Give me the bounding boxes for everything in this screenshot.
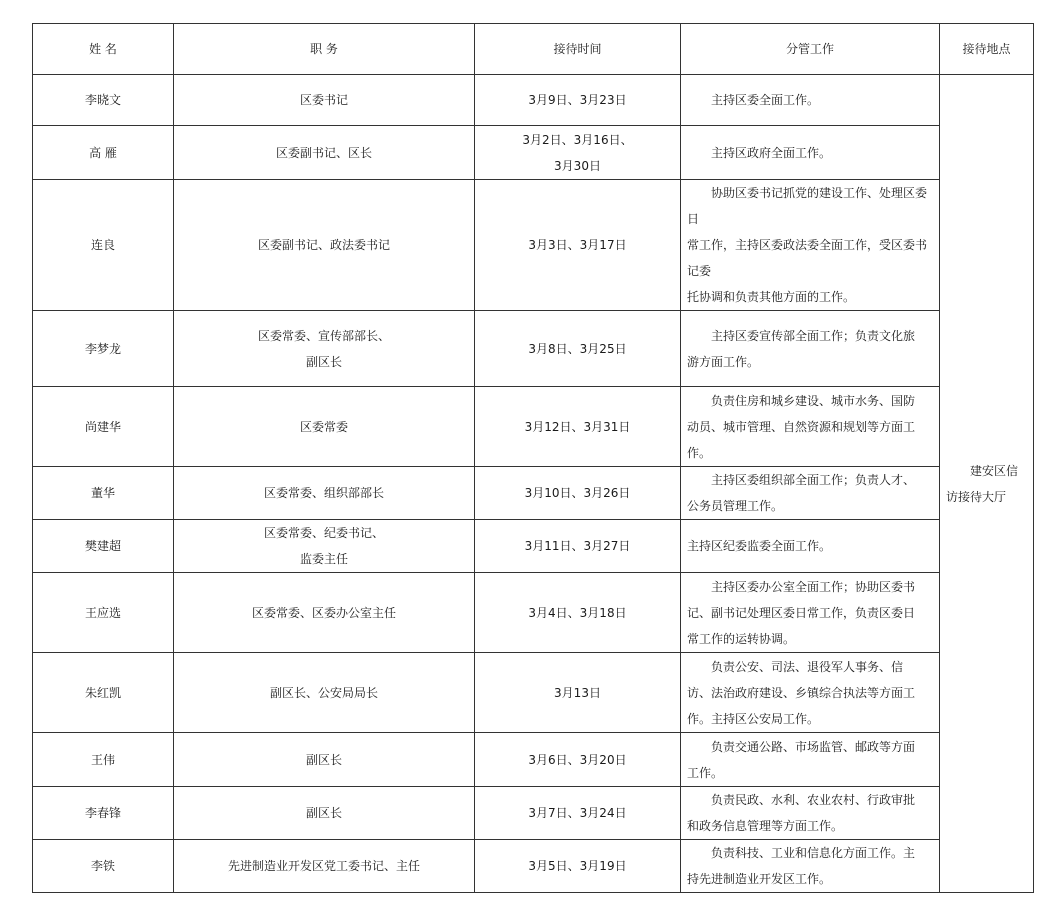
cell-time: 3月12日、3月31日 xyxy=(475,387,681,467)
cell-name: 尚建华 xyxy=(33,387,174,467)
cell-position: 副区长、公安局局长 xyxy=(174,653,475,733)
header-location: 接待地点 xyxy=(940,24,1034,75)
cell-duty: 主持区委办公室全面工作；协助区委书 记、副书记处理区委日常工作，负责区委日 常工作的运转协调。 xyxy=(681,573,940,653)
cell-duty: 主持区纪委监委全面工作。 xyxy=(681,520,940,573)
cell-position: 区委常委 xyxy=(174,387,475,467)
cell-name: 李铁 xyxy=(33,840,174,893)
table-row xyxy=(33,840,1034,893)
table-row xyxy=(33,733,1034,787)
cell-position: 副区长 xyxy=(174,733,475,787)
cell-position: 副区长 xyxy=(174,787,475,840)
cell-time: 3月6日、3月20日 xyxy=(475,733,681,787)
cell-position: 先进制造业开发区党工委书记、主任 xyxy=(174,840,475,893)
cell-duty: 负责公安、司法、退役军人事务、信 访、法治政府建设、乡镇综合执法等方面工 作。主持区公安局工作。 xyxy=(681,653,940,733)
cell-time: 3月3日、3月17日 xyxy=(475,180,681,311)
table-row xyxy=(33,126,1034,180)
table-row xyxy=(33,573,1034,653)
cell-duty: 负责民政、水利、农业农村、行政审批 和政务信息管理等方面工作。 xyxy=(681,787,940,840)
cell-name: 高 雁 xyxy=(33,126,174,180)
cell-position: 区委常委、纪委书记、 监委主任 xyxy=(174,520,475,573)
cell-name: 朱红凯 xyxy=(33,653,174,733)
cell-position: 区委副书记、政法委书记 xyxy=(174,180,475,311)
cell-duty: 主持区委宣传部全面工作；负责文化旅 游方面工作。 xyxy=(681,311,940,387)
cell-time: 3月5日、3月19日 xyxy=(475,840,681,893)
cell-duty: 负责交通公路、市场监管、邮政等方面 工作。 xyxy=(681,733,940,787)
table-row xyxy=(33,787,1034,840)
header-duty: 分管工作 xyxy=(681,24,940,75)
cell-name: 樊建超 xyxy=(33,520,174,573)
header-time: 接待时间 xyxy=(475,24,681,75)
cell-name: 李晓文 xyxy=(33,75,174,126)
cell-name: 王伟 xyxy=(33,733,174,787)
table-row xyxy=(33,467,1034,520)
table-row xyxy=(33,520,1034,573)
table-row xyxy=(33,180,1034,311)
cell-name: 王应选 xyxy=(33,573,174,653)
cell-position: 区委常委、宣传部部长、 副区长 xyxy=(174,311,475,387)
cell-position: 区委常委、区委办公室主任 xyxy=(174,573,475,653)
cell-time: 3月11日、3月27日 xyxy=(475,520,681,573)
cell-location: 建安区信 访接待大厅 xyxy=(940,75,1034,893)
cell-duty: 负责住房和城乡建设、城市水务、国防 动员、城市管理、自然资源和规划等方面工 作。 xyxy=(681,387,940,467)
reception-schedule-table xyxy=(32,23,1034,893)
cell-duty: 协助区委书记抓党的建设工作、处理区委日 常工作，主持区委政法委全面工作，受区委书记委 托协调和负责其他方面的工作。 xyxy=(681,180,940,311)
cell-time: 3月4日、3月18日 xyxy=(475,573,681,653)
table-row xyxy=(33,387,1034,467)
cell-time: 3月9日、3月23日 xyxy=(475,75,681,126)
header-row xyxy=(33,24,1034,75)
cell-position: 区委常委、组织部部长 xyxy=(174,467,475,520)
cell-name: 连良 xyxy=(33,180,174,311)
cell-time: 3月7日、3月24日 xyxy=(475,787,681,840)
cell-time: 3月2日、3月16日、 3月30日 xyxy=(475,126,681,180)
cell-name: 董华 xyxy=(33,467,174,520)
cell-duty: 主持区委组织部全面工作；负责人才、 公务员管理工作。 xyxy=(681,467,940,520)
table-row xyxy=(33,653,1034,733)
cell-name: 李春锋 xyxy=(33,787,174,840)
table-row xyxy=(33,311,1034,387)
cell-duty: 负责科技、工业和信息化方面工作。主 持先进制造业开发区工作。 xyxy=(681,840,940,893)
cell-time: 3月13日 xyxy=(475,653,681,733)
header-name: 姓 名 xyxy=(33,24,174,75)
cell-duty: 主持区委全面工作。 xyxy=(681,75,940,126)
cell-time: 3月10日、3月26日 xyxy=(475,467,681,520)
table-row xyxy=(33,75,1034,126)
cell-name: 李梦龙 xyxy=(33,311,174,387)
reception-schedule-sheet xyxy=(32,23,1033,893)
cell-duty: 主持区政府全面工作。 xyxy=(681,126,940,180)
cell-position: 区委副书记、区长 xyxy=(174,126,475,180)
header-position: 职 务 xyxy=(174,24,475,75)
cell-time: 3月8日、3月25日 xyxy=(475,311,681,387)
cell-position: 区委书记 xyxy=(174,75,475,126)
